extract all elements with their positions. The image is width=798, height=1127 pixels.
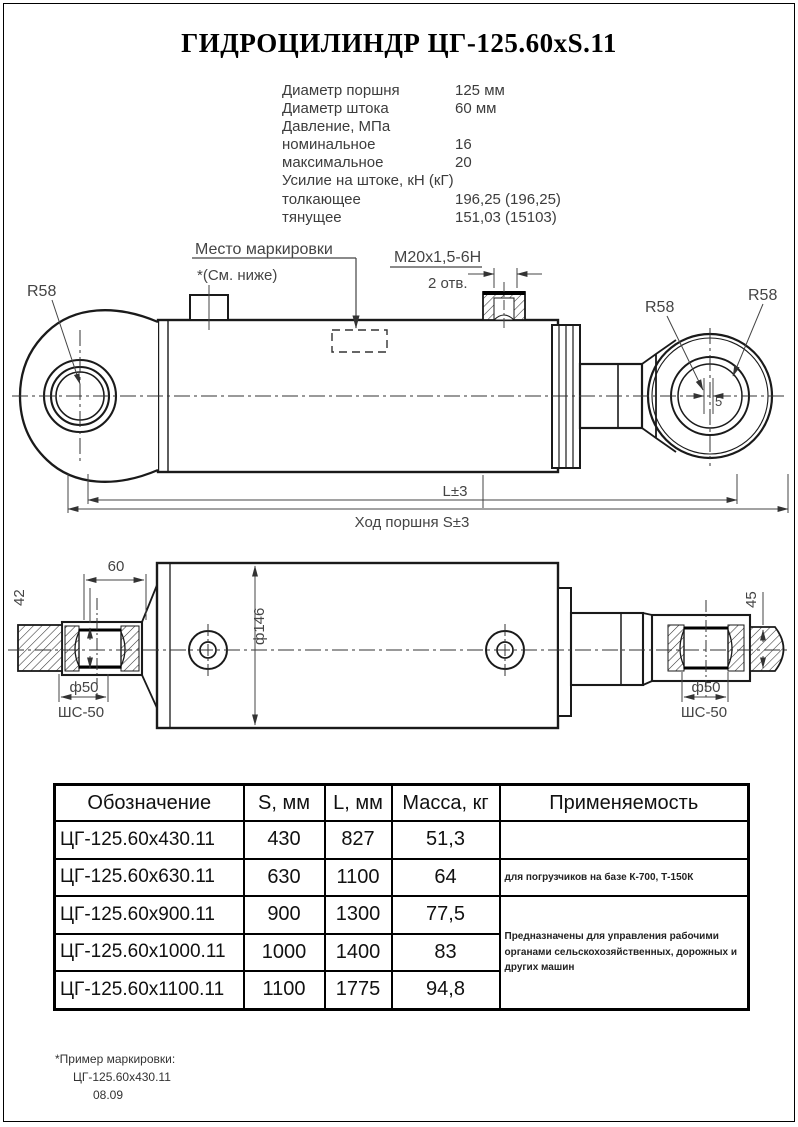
spec-row xyxy=(282,209,602,227)
left-pin xyxy=(18,625,62,671)
cell-s: 900 xyxy=(244,896,325,934)
cell-l: 1100 xyxy=(325,859,392,897)
spec-label: Диаметр штока xyxy=(282,100,389,118)
spec-row xyxy=(282,154,602,172)
col-header-application: Применяемость xyxy=(500,785,749,822)
cell-s: 430 xyxy=(244,821,325,859)
cell-mass: 77,5 xyxy=(392,896,500,934)
cell-l: 1300 xyxy=(325,896,392,934)
spec-label: толкающее xyxy=(282,190,361,208)
dim-50-label: ф50 xyxy=(69,679,99,696)
size-table xyxy=(53,783,750,1011)
marking-place-label: Место маркировки xyxy=(195,241,333,258)
spec-row xyxy=(282,100,602,118)
thread-label: М20х1,5-6Н xyxy=(394,249,482,266)
cell-s: 1000 xyxy=(244,934,325,972)
end-cap xyxy=(558,588,571,716)
dim-45-label: 45 xyxy=(743,591,760,608)
see-below-label: *(См. ниже) xyxy=(197,267,278,284)
cell-mass: 94,8 xyxy=(392,971,500,1009)
table-row xyxy=(55,896,749,934)
table-header-row xyxy=(55,785,749,822)
cell-l: 827 xyxy=(325,821,392,859)
spec-row xyxy=(282,82,602,100)
col-header-designation: Обозначение xyxy=(55,785,244,822)
cell-s: 630 xyxy=(244,859,325,897)
cell-l: 1400 xyxy=(325,934,392,972)
spec-value: 60 мм xyxy=(455,100,497,118)
dim-5-label: 5 xyxy=(715,394,723,409)
cell-designation: ЦГ-125.60х630.11 xyxy=(55,859,244,897)
shs50-label: ШС-50 xyxy=(680,704,728,721)
col-header-l: L, мм xyxy=(325,785,392,822)
dim-42-label: 42 xyxy=(11,589,28,606)
r58-label: R58 xyxy=(748,287,778,304)
note-line: ЦГ-125.60х430.11 xyxy=(73,1070,171,1084)
table-row xyxy=(55,859,749,897)
note-line: *Пример маркировки: xyxy=(55,1052,176,1066)
spec-row xyxy=(282,136,602,154)
cell-designation: ЦГ-125.60х900.11 xyxy=(55,896,244,934)
table-row xyxy=(55,821,749,859)
spec-label: Давление, МПа xyxy=(282,118,391,136)
dim-50-label: ф50 xyxy=(691,679,721,696)
length-dim-label: L±3 xyxy=(442,483,468,500)
cylinder-section-view xyxy=(0,540,798,755)
col-header-s: S, мм xyxy=(244,785,325,822)
spec-label: Усилие на штоке, кН (кГ) xyxy=(282,172,454,190)
spec-list xyxy=(282,82,602,227)
marking-example-note xyxy=(55,1050,175,1104)
left-bearing xyxy=(79,630,121,668)
spec-value: 196,25 (196,25) xyxy=(455,190,561,208)
cell-l: 1775 xyxy=(325,971,392,1009)
spec-value: 20 xyxy=(455,154,472,172)
spec-row xyxy=(282,118,602,136)
cell-s: 1100 xyxy=(244,971,325,1009)
spec-row xyxy=(282,172,602,190)
col-header-mass: Масса, кг xyxy=(392,785,500,822)
spec-value: 125 мм xyxy=(455,82,505,99)
stroke-dim-label: Ход поршня S±3 xyxy=(354,514,470,531)
cell-mass: 83 xyxy=(392,934,500,972)
right-pin xyxy=(750,627,784,671)
spec-label: максимальное xyxy=(282,154,384,172)
cell-application: для погрузчиков на базе К-700, Т-150К xyxy=(500,859,749,897)
shs50-label: ШС-50 xyxy=(57,704,105,721)
cylinder-side-view xyxy=(0,230,798,540)
dim-60-label: 60 xyxy=(107,558,125,575)
spec-label: номинальное xyxy=(282,136,376,154)
holes-label: 2 отв. xyxy=(428,275,468,292)
cell-application xyxy=(500,821,749,859)
page-title: ГИДРОЦИЛИНДР ЦГ-125.60xS.11 xyxy=(181,28,617,58)
dim-146-label: ф146 xyxy=(251,607,268,645)
r58-label: R58 xyxy=(27,283,57,300)
cell-mass: 64 xyxy=(392,859,500,897)
r58-label: R58 xyxy=(645,299,675,316)
cell-mass: 51,3 xyxy=(392,821,500,859)
cell-designation: ЦГ-125.60х1100.11 xyxy=(55,971,244,1009)
note-line: 08.09 xyxy=(93,1088,124,1102)
spec-value: 151,03 (15103) xyxy=(455,208,557,226)
spec-label: Диаметр поршня xyxy=(282,82,400,99)
cell-designation: ЦГ-125.60х430.11 xyxy=(55,821,244,859)
spec-label: тянущее xyxy=(282,208,342,226)
spec-value: 16 xyxy=(455,136,472,154)
spec-row xyxy=(282,191,602,209)
cell-designation: ЦГ-125.60х1000.11 xyxy=(55,934,244,972)
cell-application-merged: Предназначены для управления рабочими органами сельскохозяйственных, дорожных и других машин xyxy=(500,896,749,1009)
rod-section xyxy=(571,613,643,685)
